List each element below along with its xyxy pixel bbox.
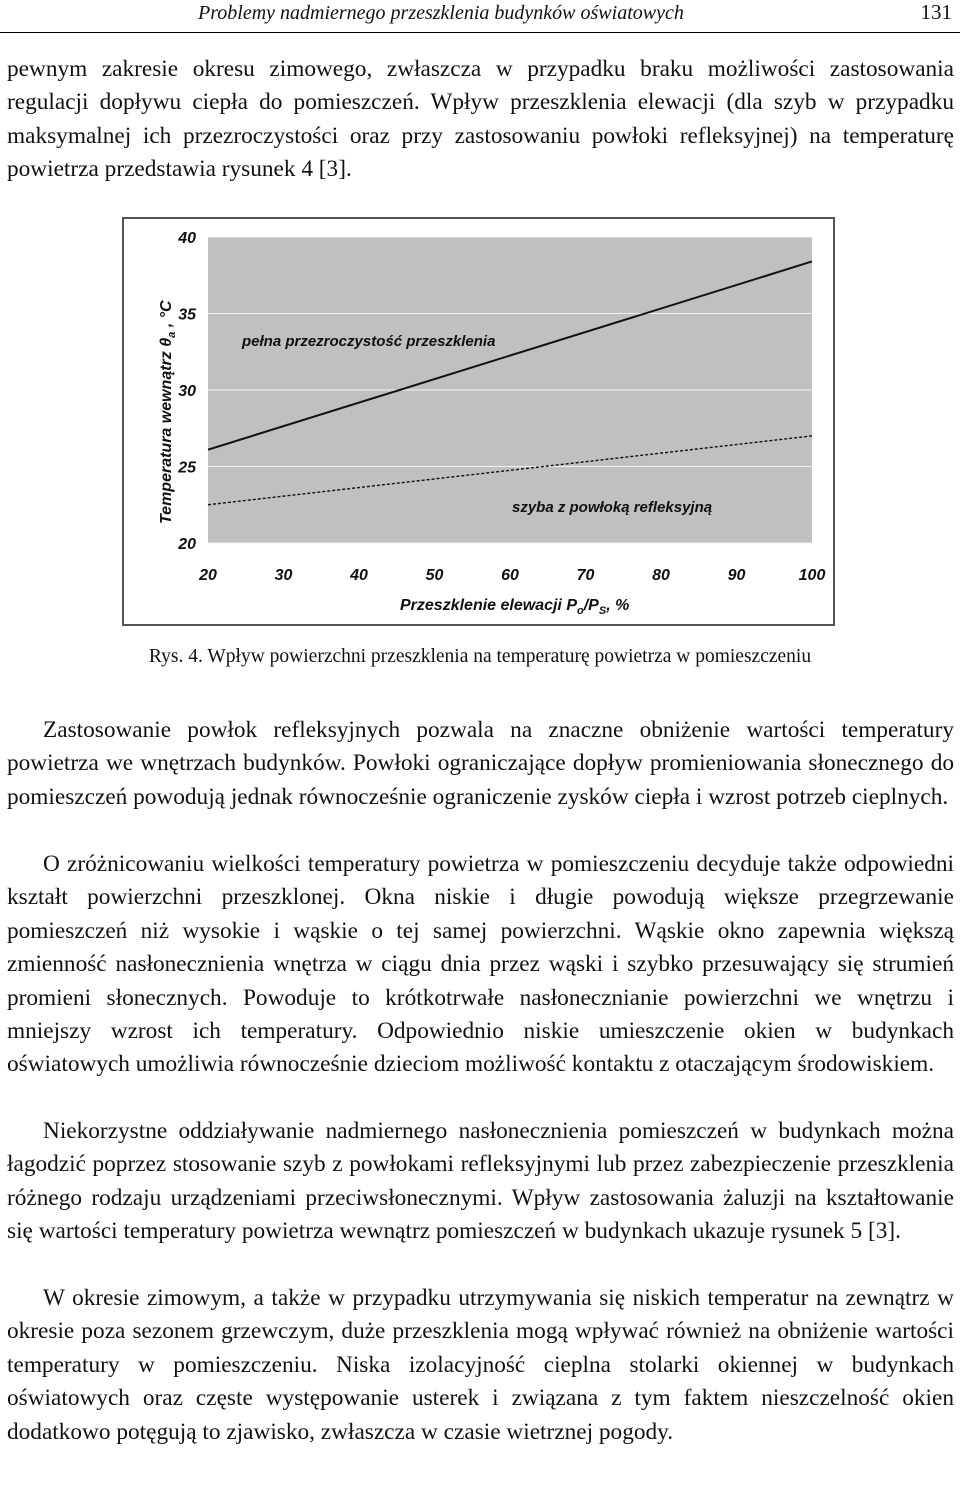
x-tick-50: 50	[425, 567, 444, 584]
paragraph-intro: pewnym zakresie okresu zimowego, zwłaszcza w przypadku braku możliwości zastosowania regulacji dopływu ciepła do pomieszczeń. Wpływ przeszklenia elewacji (dla szyb w przypadku maksymalnej ich przezroczystości oraz przy zastosowaniu powłoki refleksyjnej) na temperaturę powietrza przedstawia rysunek 4 [3].	[7, 56, 954, 183]
x-tick-100: 100	[798, 567, 826, 584]
y-tick-labels	[177, 230, 197, 553]
figure-caption: Rys. 4. Wpływ powierzchni przeszklenia na temperaturę powietrza w pomieszczeniu	[148, 646, 812, 667]
chart-temperature-vs-glazing	[124, 219, 833, 624]
paragraph-window-shape: O zróżnicowaniu wielkości temperatury powietrza w pomieszczeniu decyduje także odpowiedni kształt powierzchni przeszklonej. Okna niskie i długie powodują większe przegrzewanie pomieszczeń niż wysokie i wąskie o tej samej powierzchni. Wąskie okno zapewnia większą zmienność nasłonecznienia wnętrza w ciągu dnia przez wąski i szybko przesuwający się strumień promieni słonecznych. Powoduje to krótkotrwałe nasłonecznianie powierzchni we wnętrzu i mniejszy wzrost ich temperatury. Odpowiednio niskie umieszczenie okien w budynkach oświatowych umożliwia równocześnie dzieciom możliwość kontaktu z otaczającym środowiskiem.	[7, 851, 954, 1078]
y-axis-label: Temperatura wewnątrz $\theta_a$ , °C	[158, 300, 178, 524]
running-header-title: Problemy nadmiernego przeszklenia budynków oświatowych	[198, 2, 684, 24]
y-tick-25: 25	[178, 459, 196, 477]
running-header	[0, 0, 960, 33]
page-number: 131	[920, 0, 952, 24]
x-tick-90: 90	[727, 567, 746, 584]
figure-4	[122, 217, 835, 626]
paragraph-reflective-coatings: Zastosowanie powłok refleksyjnych pozwala na znaczne obniżenie wartości temperatury powietrza we wnętrzach budynków. Powłoki ograniczające dopływ promieniowania słonecznego do pomieszczeń powodują jednak równocześnie ograniczenie zysków ciepła i wzrost potrzeb cieplnych.	[7, 717, 954, 810]
x-tick-60: 60	[501, 567, 519, 584]
paragraph-winter: W okresie zimowym, a także w przypadku utrzymywania się niskich temperatur na zewnątrz w okresie poza sezonem grzewczym, duże przeszklenia mogą wpływać również na obniżenie wartości temperatury w pomieszczeniu. Niska izolacyjność cieplna stolarki okiennej w budynkach oświatowych oraz częste występowanie usterek i związana z tym faktem nieszczelność okien dodatkowo potęgują to zjawisko, zwłaszcza w czasie wietrznej pogody.	[7, 1285, 954, 1445]
series-label-reflective: szyba z powłoką refleksyjną	[512, 499, 713, 516]
x-tick-labels	[198, 567, 825, 584]
x-tick-40: 40	[350, 567, 368, 584]
y-tick-35: 35	[178, 306, 196, 324]
x-tick-80: 80	[652, 567, 670, 584]
y-tick-20: 20	[178, 536, 196, 553]
y-tick-30: 30	[178, 383, 196, 400]
series-label-full-transparency: pełna przezroczystość przeszklenia	[242, 333, 496, 350]
x-tick-30: 30	[274, 567, 293, 584]
paragraph-shading: Niekorzystne oddziaływanie nadmiernego nasłonecznienia pomieszczeń w budynkach można łagodzić poprzez stosowanie szyb z powłokami refleksyjnymi lub przez zabezpieczenie przeszklenia różnego rodzaju urządzeniami przeciwsłonecznymi. Wpływ zastosowania żaluzji na kształtowanie się wartości temperatury powietrza wewnątrz pomieszczeń w budynkach ukazuje rysunek 5 [3].	[7, 1118, 954, 1245]
y-tick-40: 40	[178, 230, 196, 247]
x-tick-70: 70	[576, 567, 595, 584]
x-axis-label: Przeszklenie elewacji $P_o/P_S$, %	[400, 597, 630, 617]
x-tick-20: 20	[199, 567, 217, 584]
